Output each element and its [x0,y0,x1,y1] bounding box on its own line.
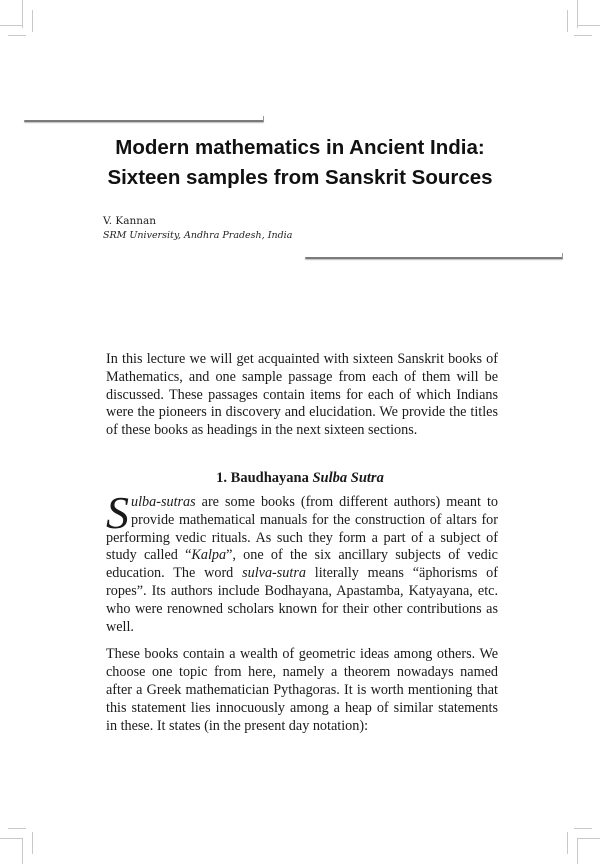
abstract-text: In this lecture we will get acquainted with sixteen Sanskrit books of Mathematics, and one sample passage from each of them will be discussed. These passages contain items for each of which Indians were the pioneers in discovery and elucidation. We provide the titles of these books as headings in the next sixteen sections. [106,351,498,439]
abstract-paragraph [106,351,498,440]
crop-mark [22,0,23,28]
crop-mark [8,35,26,36]
crop-mark [574,828,592,829]
crop-mark [578,838,600,839]
crop-mark [0,838,22,839]
text-run: are some books (from different authors) meant to provide mathematical manuals for the construction of altars for performing vedic rituals. As such they form a part of a subject of study called “ [106,494,498,564]
section-body [106,487,498,735]
paper-title [0,133,600,193]
section-heading [0,470,600,487]
italic-term: ulba-sutras [131,494,196,510]
crop-mark [567,832,568,854]
decorative-rule-bottom [305,257,563,259]
crop-mark [0,25,22,26]
title-line-2: Sixteen samples from Sanskrit Sources [107,166,493,189]
crop-mark [578,25,600,26]
crop-mark [32,832,33,854]
italic-term: Kalpa [191,547,227,564]
author-affiliation: SRM University, Andhra Pradesh, India [103,230,293,241]
drop-cap: S [106,487,129,538]
crop-mark [32,10,33,32]
italic-term: sulva-sutra [242,565,306,582]
title-line-1: Modern mathematics in Ancient India: [115,136,485,159]
crop-mark [577,838,578,864]
text-run: ”, one of the six ancillary subjects of vedic education. The word [106,547,498,582]
crop-mark [574,35,592,36]
text-run: literally means “äphorisms of ropes”. Its authors include Bodhayana, Apastamba, Katyayana, etc. who were renowned scholars known for their other contributions as well. [106,565,498,635]
crop-mark [577,0,578,28]
section-title-italic: Sulba Sutra [312,470,384,486]
crop-mark [567,10,568,32]
decorative-rule-top [24,120,264,122]
crop-mark [22,838,23,864]
section-paragraph-2: These books contain a wealth of geometric ideas among others. We choose one topic from here, namely a theorem nowadays named after a Greek mathematician Pythagoras. It is worth mentioning that this statement lies innocuously among a heap of similar statements in these. It states (in the present day notation): [106,646,498,734]
crop-mark [8,828,26,829]
section-number: 1. Baudhayana [216,470,309,486]
section-paragraph-1 [106,487,498,636]
author-name: V. Kannan [103,215,157,227]
